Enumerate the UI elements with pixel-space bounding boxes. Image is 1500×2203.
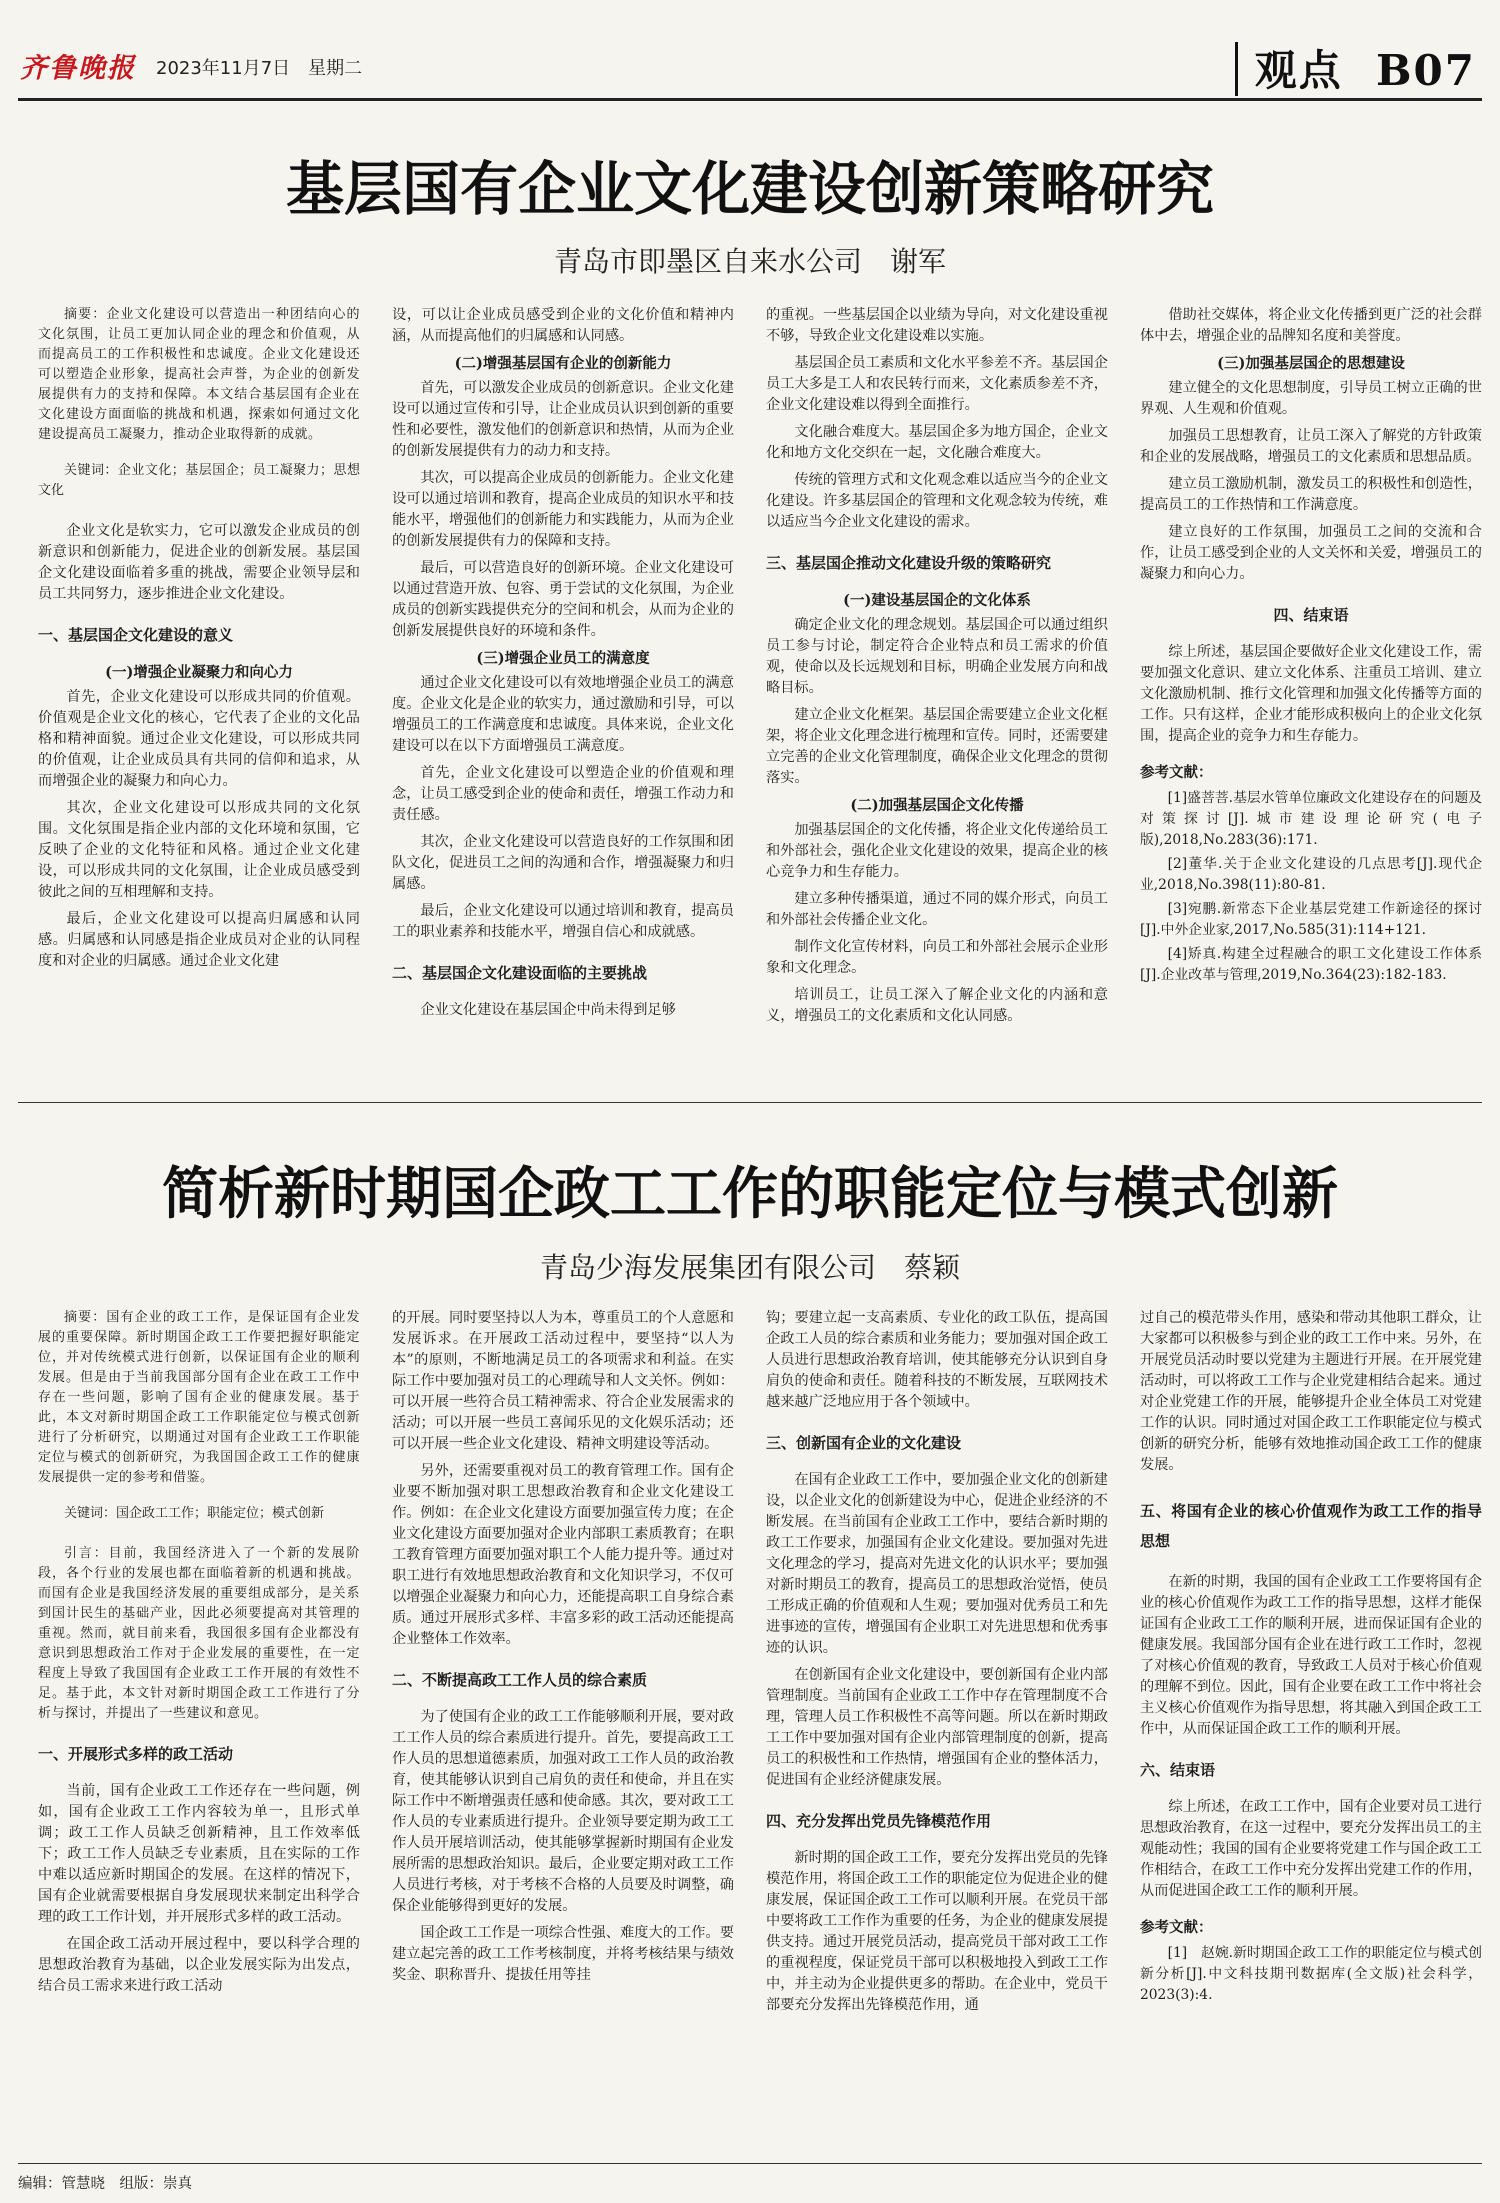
masthead (18, 38, 1482, 101)
paragraph: 综上所述，基层国企要做好企业文化建设工作，需要加强文化意识、建立文化体系、注重员工培训、建立文化激励机制、推行文化管理和加强文化传播等方面的工作。只有这样，企业才能形成积极向上的企业文化氛围，提高企业的竞争力和生存能力。 (1140, 644, 1482, 744)
article1-column-3 (766, 305, 1108, 1065)
section-heading: 三、创新国有企业的文化建设 (766, 1434, 962, 1452)
paragraph: 首先，企业文化建设可以塑造企业的价值观和理念，让员工感受到企业的使命和责任，增强工作动力和责任感。 (392, 765, 734, 823)
paragraph: 在创新国有企业文化建设中，要创新国有企业内部管理制度。当前国有企业政工工作中存在管理制度不合理，管理人员工作积极性不高等问题。所以在新时期政工工作中要加强对国有企业内部管理制度的创新，提高员工的积极性和工作热情，增强国有企业的整体活力，促进国有企业经济健康发展。 (766, 1667, 1108, 1788)
editor-credits: 编辑：管慧晓 组版：崇真 (18, 2176, 192, 2192)
paragraph: 建立健全的文化思想制度，引导员工树立正确的世界观、人生观和价值观。 (1140, 380, 1482, 417)
page-label (1255, 38, 1476, 98)
paragraph: 加强员工思想教育，让员工深入了解党的方针政策和企业的发展战略，增强员工的文化素质和思想品质。 (1140, 428, 1482, 465)
paragraph: 其次，可以提高企业成员的创新能力。企业文化建设可以通过培训和教育，提高企业成员的知识水平和技能水平，增强他们的创新能力和实践能力，从而为企业的创新发展提供有力的保障和支持。 (392, 470, 734, 549)
paragraph: 加强基层国企的文化传播，将企业文化传递给员工和外部社会，强化企业文化建设的效果，提高企业的核心竞争力和生存能力。 (766, 822, 1108, 880)
subsection-heading: (三)增强企业员工的满意度 (476, 650, 650, 667)
article2-title: 简析新时期国企政工工作的职能定位与模式创新 (162, 1161, 1338, 1227)
paragraph: 最后，可以营造良好的创新环境。企业文化建设可以通过营造开放、包容、勇于尝试的文化氛围，为企业成员的创新实践提供充分的空间和机会，从而为企业的创新发展提供良好的环境和条件。 (392, 560, 734, 639)
article1-keywords: 关键词：企业文化；基层国企；员工凝聚力；思想文化 (38, 463, 360, 498)
paragraph: 建立企业文化框架。基层国企需要建立企业文化框架，将企业文化理念进行梳理和宣传。同时，还需要建立完善的企业文化管理制度，确保企业文化理念的贯彻落实。 (766, 707, 1108, 786)
paragraph: 建立员工激励机制，激发员工的积极性和创造性，提高员工的工作热情和工作满意度。 (1140, 476, 1482, 513)
paragraph: 传统的管理方式和文化观念难以适应当今的企业文化建设。许多基层国企的管理和文化观念较为传统，难以适应当今企业文化建设的需求。 (766, 472, 1108, 530)
section-heading: 四、充分发挥出党员先锋模范作用 (766, 1812, 992, 1830)
page-number: B07 (1376, 46, 1476, 95)
paragraph: 制作文化宣传材料，向员工和外部社会展示企业形象和文化理念。 (766, 939, 1108, 976)
paragraph: 首先，企业文化建设可以形成共同的价值观。价值观是企业文化的核心，它代表了企业的文化品格和精神面貌。通过企业文化建设，可以形成共同的价值观，让企业成员具有共同的信仰和追求，从而增强企业的凝聚力和向心力。 (38, 689, 360, 789)
paragraph: 建立良好的工作氛围，加强员工之间的交流和合作，让员工感受到企业的人文关怀和关爱，增强员工的凝聚力和向心力。 (1140, 524, 1482, 582)
reference-item: [1] 赵婉.新时期国企政工工作的职能定位与模式创新分析[J].中文科技期刊数据库(全文版)社会科学，2023(3):4. (1140, 1945, 1482, 2003)
paragraph: 的重视。一些基层国企以业绩为导向，对文化建设重视不够，导致企业文化建设难以实施。 (766, 307, 1108, 344)
article1-column-2 (392, 305, 734, 1065)
paragraph: 其次，企业文化建设可以营造良好的工作氛围和团队文化，促进员工之间的沟通和合作，增强凝聚力和归属感。 (392, 834, 734, 892)
paragraph: 新时期的国企政工工作，要充分发挥出党员的先锋模范作用，将国企政工工作的职能定位为促进企业的健康发展，保证国企政工工作可以顺利开展。在党员干部中要将政工工作作为重要的任务，为企业的健康发展提供支持。通过开展党员活动，提高党员干部对政工工作的重视程度，保证党员干部可以积极地投入到政工工作中，并主动为企业提供更多的帮助。在企业中，党员干部要充分发挥出先锋模范作用，通 (766, 1850, 1108, 2013)
publication-date: 2023年11月7日 星期二 (156, 58, 363, 79)
article2-abstract: 摘要：国有企业的政工工作，是保证国有企业发展的重要保障。新时期国企政工工作要把握好职能定位，并对传统模式进行创新，以保证国有企业的顺利发展。但是由于当前我国部分国有企业在政工工作中存在一些问题，影响了国有企业的健康发展。基于此，本文对新时期国企政工工作职能定位与模式创新进行了分析研究，以期通过对国有企业政工工作职能定位与模式的创新研究，为我国国企政工工作的健康发展提供一定的参考和借鉴。 (38, 1310, 360, 1485)
references-heading: 参考文献： (1140, 765, 1213, 781)
article1-title: 基层国有企业文化建设创新策略研究 (285, 155, 1214, 223)
paragraph: 设，可以让企业成员感受到企业的文化价值和精神内涵，从而提高他们的归属感和认同感。 (392, 307, 734, 344)
article2-column-1 (38, 1308, 360, 2156)
subsection-heading: (二)增强基层国有企业的创新能力 (454, 355, 672, 372)
subsection-heading: (一)增强企业凝聚力和向心力 (105, 664, 293, 681)
subsection-heading: (一)建设基层国企的文化体系 (843, 592, 1031, 609)
paragraph: 最后，企业文化建设可以提高归属感和认同感。归属感和认同感是指企业成员对企业的认同程度和对企业的归属感。通过企业文化建 (38, 911, 360, 969)
article1-column-1 (38, 305, 360, 1065)
section-name: 观点 (1254, 46, 1343, 95)
paragraph: 通过企业文化建设可以有效地增强企业员工的满意度。企业文化是企业的软实力，通过激励和引导，可以增强员工的工作满意度和忠诚度。具体来说，企业文化建设可以在以下方面增强员工满意度。 (392, 675, 734, 754)
newspaper-logo: 齐鲁晚报 (20, 53, 136, 84)
article-divider (18, 1102, 1482, 1103)
section-heading: 一、开展形式多样的政工活动 (38, 1745, 234, 1763)
section-heading: 六、结束语 (1140, 1761, 1216, 1779)
section-heading: 二、基层国企文化建设面临的主要挑战 (392, 964, 648, 982)
article2-author: 青岛少海发展集团有限公司 蔡颖 (539, 1251, 960, 1284)
paragraph: 借助社交媒体，将企业文化传播到更广泛的社会群体中去，增强企业的品牌知名度和美誉度。 (1140, 307, 1482, 344)
paragraph: 确定企业文化的理念规划。基层国企可以通过组织员工参与讨论，制定符合企业特点和员工需求的价值观，使命以及长远规划和目标，明确企业发展方向和战略目标。 (766, 617, 1108, 696)
article2-introduction: 引言：目前，我国经济进入了一个新的发展阶段，各个行业的发展也都在面临着新的机遇和挑战。而国有企业是我国经济发展的重要组成部分，是关系到国计民生的基础产业，因此必须要提高对其管理的重视。然而，就目前来看，我国很多国有企业都没有意识到思想政治工作对于企业发展的重要性，在一定程度上导致了我国国有企业政工工作开展的有效性不足。基于此，本文针对新时期国企政工工作进行了分析与探讨，并提出了一些建议和意见。 (38, 1546, 360, 1721)
article2-keywords: 关键词：国企政工工作；职能定位；模式创新 (64, 1506, 325, 1521)
paragraph: 企业文化是软实力，它可以激发企业成员的创新意识和创新能力，促进企业的创新发展。基层国企文化建设面临着多重的挑战，需要企业领导层和员工共同努力，逐步推进企业文化建设。 (38, 523, 360, 602)
section-heading: 二、不断提高政工工作人员的综合素质 (392, 1671, 648, 1689)
subsection-heading: (二)加强基层国企文化传播 (850, 797, 1024, 814)
article2-column-3 (766, 1308, 1108, 2156)
reference-item: [3]宛鹏.新常态下企业基层党建工作新途径的探讨[J].中外企业家,2017,No.585(31):114+121. (1140, 901, 1482, 938)
paragraph: 在新的时期，我国的国有企业政工工作要将国有企业的核心价值观作为政工工作的指导思想，这样才能保证国有企业政工工作的顺利开展，进而保证国有企业的健康发展。我国部分国有企业在进行政工工作时，忽视了对核心价值观的教育，导致政工人员对于核心价值观的理解不到位。因此，国有企业要在政工工作中将社会主义核心价值观作为指导思想，将其融入到国企政工工作中，从而保证国企政工工作的顺利开展。 (1140, 1574, 1482, 1737)
section-heading: 三、基层国企推动文化建设升级的策略研究 (766, 554, 1052, 572)
paragraph: 国企政工工作是一项综合性强、难度大的工作。要建立起完善的政工工作考核制度，并将考核结果与绩效奖金、职称晋升、提拔任用等挂 (392, 1925, 734, 1983)
paragraph: 建立多种传播渠道，通过不同的媒介形式，向员工和外部社会传播企业文化。 (766, 891, 1108, 928)
paragraph: 钩；要建立起一支高素质、专业化的政工队伍，提高国企政工人员的综合素质和业务能力；要加强对国企政工人员进行思想政治教育培训，使其能够充分认识到自身肩负的使命和责任。随着科技的不断发展，互联网技术越来越广泛地应用于各个领域中。 (766, 1310, 1108, 1410)
article1-author: 青岛市即墨区自来水公司 谢军 (553, 245, 946, 278)
paragraph: 另外，还需要重视对员工的教育管理工作。国有企业要不断加强对职工思想政治教育和企业文化建设工作。例如：在企业文化建设方面要加强宣传力度；在企业文化建设方面要加强对企业内部职工素质教育；在职工教育管理方面要加强对职工个人能力提升等。通过对职工进行有效地思想政治教育和文化知识学习，不仅可以增强企业凝聚力和向心力，还能提高职工自身综合素质。通过开展形式多样、丰富多彩的政工活动还能提高企业整体工作效率。 (392, 1463, 734, 1647)
article1-column-4 (1140, 305, 1482, 1065)
paragraph: 培训员工，让员工深入了解企业文化的内涵和意义，增强员工的文化素质和文化认同感。 (766, 987, 1108, 1024)
reference-item: [1]盛菩菩.基层水管单位廉政文化建设存在的问题及对策探讨[J].城市建设理论研究(电子版),2018,No.283(36):171. (1140, 790, 1482, 848)
section-heading: 四、结束语 (1273, 606, 1349, 624)
paragraph: 最后，企业文化建设可以通过培训和教育，提高员工的职业素养和技能水平，增强自信心和成就感。 (392, 903, 734, 940)
paragraph: 其次，企业文化建设可以形成共同的文化氛围。文化氛围是指企业内部的文化环境和氛围，它反映了企业的文化特征和风格。通过企业文化建设，可以形成共同的文化氛围，让企业成员感受到彼此之间的互相理解和支持。 (38, 800, 360, 900)
paragraph: 企业文化建设在基层国企中尚未得到足够 (420, 1002, 676, 1018)
article2-column-2 (392, 1308, 734, 2156)
article1-abstract: 摘要：企业文化建设可以营造出一种团结向心的文化氛围，让员工更加认同企业的理念和价值观，从而提高员工的工作积极性和忠诚度。企业文化建设还可以塑造企业形象，提高社会声誉，为企业的创新发展提供有力的支持和保障。本文结合基层国有企业在文化建设方面面临的挑战和机遇，探索如何通过文化建设提高员工凝聚力，推动企业取得新的成就。 (38, 307, 360, 442)
paragraph: 首先，可以激发企业成员的创新意识。企业文化建设可以通过宣传和引导，让企业成员认识到创新的重要性和必要性，激发他们的创新意识和热情，从而为企业的创新发展提供有力的动力和支持。 (392, 380, 734, 459)
page-footer (18, 2163, 1482, 2193)
paragraph: 在国企政工活动开展过程中，要以科学合理的思想政治教育为基础，以企业发展实际为出发点，结合员工需求来进行政工活动 (38, 1936, 360, 1994)
paragraph: 综上所述，在政工工作中，国有企业要对员工进行思想政治教育，在这一过程中，要充分发挥出员工的主观能动性；我国的国有企业要将党建工作与国企政工工作相结合，在政工工作中充分发挥出党建工作的作用，从而促进国企政工工作的顺利开展。 (1140, 1799, 1482, 1899)
section-heading: 一、基层国企文化建设的意义 (38, 626, 234, 644)
paragraph: 过自己的模范带头作用，感染和带动其他职工群众，让大家都可以积极参与到企业的政工工作中来。另外，在开展党员活动时要以党建为主题进行开展。在开展党建活动时，可以将政工工作与企业党建相结合起来。通过对企业党建工作的开展，能够提升企业全体员工对党建工作的认识。同时通过对国企政工工作职能定位与模式创新的研究分析，能够有效地推动国企政工工作的健康发展。 (1140, 1310, 1482, 1473)
reference-item: [4]矫真.构建全过程融合的职工文化建设工作体系[J].企业改革与管理,2019,No.364(23):182-183. (1140, 946, 1482, 983)
paragraph: 的开展。同时要坚持以人为本，尊重员工的个人意愿和发展诉求。在开展政工活动过程中，要坚持“以人为本”的原则，不断地满足员工的各项需求和利益。在实际工作中要加强对员工的心理疏导和人文关怀。例如：可以开展一些符合员工精神需求、符合企业发展需求的活动；可以开展一些员工喜闻乐见的文化娱乐活动；还可以开展一些企业文化建设、精神文明建设等活动。 (392, 1310, 734, 1452)
paragraph: 文化融合难度大。基层国企多为地方国企，企业文化和地方文化交织在一起，文化融合难度大。 (766, 424, 1108, 461)
paragraph: 在国有企业政工工作中，要加强企业文化的创新建设，以企业文化的创新建设为中心，促进企业经济的不断发展。在当前国有企业政工工作中，要结合新时期的政工工作要求，加强国有企业文化建设。要加强对先进文化理念的学习，提高对先进文化的认识水平；要加强对新时期员工的教育，提高员工的思想政治觉悟，使员工形成正确的价值观和人生观；要加强对优秀员工和先进事迹的宣传，增强国有企业职工对先进思想和优秀事迹的认识。 (766, 1472, 1108, 1656)
article2-column-4 (1140, 1308, 1482, 2156)
paragraph: 当前，国有企业政工工作还存在一些问题，例如，国有企业政工工作内容较为单一，且形式单调；政工工作人员缺乏创新精神，且工作效率低下；政工工作人员缺乏专业素质，且在实际的工作中难以适应新时期国企的发展。在这样的情况下，国有企业就需要根据自身发展现状来制定出科学合理的政工工作计划，并开展形式多样的政工活动。 (38, 1783, 360, 1925)
subsection-heading: (三)加强基层国企的思想建设 (1217, 355, 1405, 372)
paragraph: 基层国企员工素质和文化水平参差不齐。基层国企员工大多是工人和农民转行而来，文化素质参差不齐，企业文化建设难以得到全面推行。 (766, 355, 1108, 413)
paragraph: 为了使国有企业的政工工作能够顺利开展，要对政工工作人员的综合素质进行提升。首先，要提高政工工作人员的思想道德素质，加强对政工工作人员的政治教育，使其能够认识到自己肩负的责任和使命，并且在实际工作中不断增强责任感和使命感。其次，要对政工工作人员的专业素质进行提升。企业领导要定期为政工工作人员开展培训活动，使其能够掌握新时期国有企业发展所需的思想政治知识。最后，企业要定期对政工工作人员进行考核，对于考核不合格的人员要及时调整，确保企业能够得到更好的发展。 (392, 1709, 734, 1914)
section-heading: 五、将国有企业的核心价值观作为政工工作的指导思想 (1140, 1502, 1482, 1550)
references-heading: 参考文献： (1140, 1920, 1213, 1936)
reference-item: [2]董华.关于企业文化建设的几点思考[J].现代企业,2018,No.398(11):80-81. (1140, 856, 1482, 893)
